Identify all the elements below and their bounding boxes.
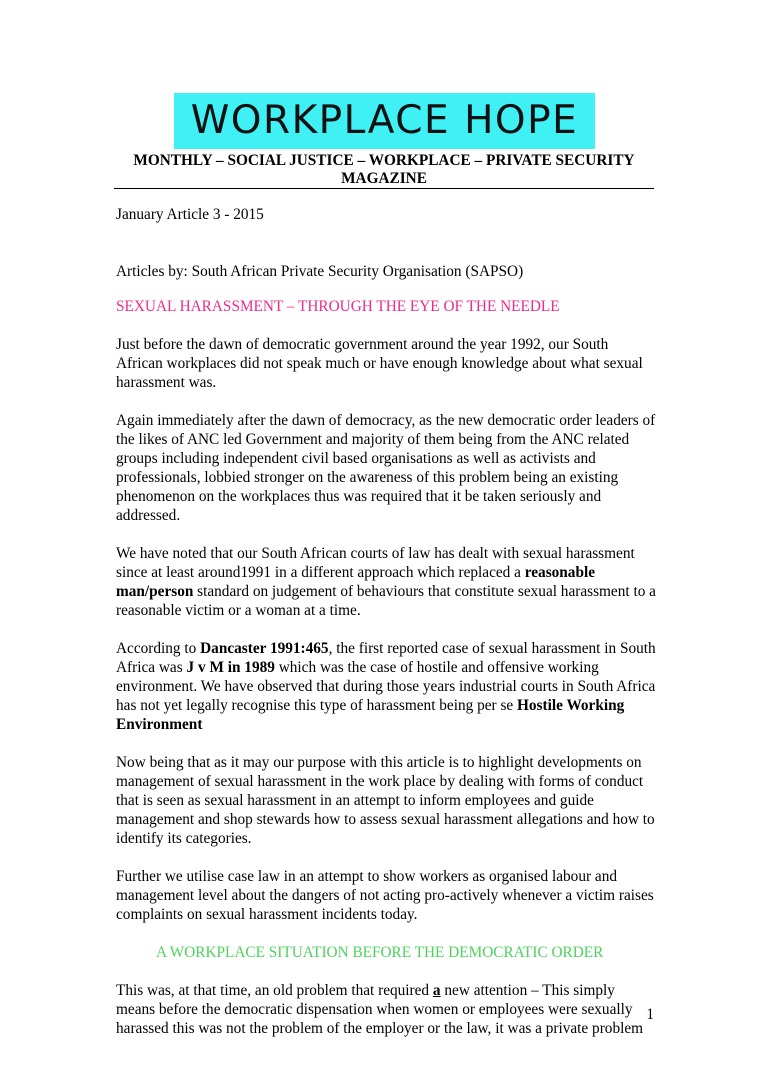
header-divider bbox=[114, 188, 654, 189]
paragraph-6: Further we utilise case law in an attempt to show workers as organised labour and management level about the dangers of not acting pro-actively whenever a victim raises complaints on sexual harassment incidents today. bbox=[116, 868, 654, 923]
emphasis-hostile-environment: Hostile Working Environment bbox=[116, 697, 625, 733]
paragraph-1: Just before the dawn of democratic government around the year 1992, our South African workplaces did not speak much or have enough knowledge about what sexual harassment was. bbox=[116, 336, 643, 391]
section-heading: A WORKPLACE SITUATION BEFORE THE DEMOCRATIC ORDER bbox=[156, 944, 604, 961]
paragraph-3: We have noted that our South African courts of law has dealt with sexual harassment since at least around1991 in a different approach which replaced a reasonable man/person standard on judgement of behaviours that constitute sexual harassment to a reasonable victim or a woman at a time. bbox=[116, 545, 656, 619]
date-line: January Article 3 - 2015 bbox=[116, 206, 264, 223]
masthead-title: WORKPLACE HOPE bbox=[190, 98, 579, 143]
paragraph-7: This was, at that time, an old problem that required a new attention – This simply means before the democratic dispensation when women or employees were sexually harassed this was not the problem of the employer or the law, it was a private problem bbox=[116, 982, 644, 1037]
citation-dancaster: Dancaster 1991:465 bbox=[200, 640, 329, 657]
paragraph-2: Again immediately after the dawn of democracy, as the new democratic order leaders of the likes of ANC led Government and majority of them being from the ANC related groups including independent civil based organisations as well as activists and professionals, lobbied stronger on the awareness of this problem being an existing phenomenon on the workplaces thus was required that it be taken seriously and addressed. bbox=[116, 412, 656, 524]
emphasis-reasonable-man: reasonable man/person bbox=[116, 564, 596, 600]
masthead-banner bbox=[174, 93, 595, 149]
emphasis-a: a bbox=[432, 982, 441, 999]
page-number: 1 bbox=[646, 1006, 654, 1023]
masthead-subtitle: MONTHLY – SOCIAL JUSTICE – WORKPLACE – PRIVATE SECURITY MAGAZINE bbox=[133, 152, 635, 187]
article-title: SEXUAL HARASSMENT – THROUGH THE EYE OF THE NEEDLE bbox=[116, 298, 560, 315]
paragraph-5: Now being that as it may our purpose with this article is to highlight developments on management of sexual harassment in the work place by dealing with forms of conduct that is seen as sexual harassment in an attempt to inform employees and guide management and shop stewards how to assess sexual harassment allegations and how to identify its categories. bbox=[116, 754, 655, 847]
case-j-v-m: J v M in 1989 bbox=[186, 659, 275, 676]
article-body bbox=[116, 205, 656, 1038]
paragraph-4: According to Dancaster 1991:465, the first reported case of sexual harassment in South Africa was J v M in 1989 which was the case of hostile and offensive working environment. We have observed that during those years industrial courts in South Africa has not yet legally recognise this type of harassment being per se Hostile Working Environment bbox=[116, 640, 656, 733]
byline: Articles by: South African Private Security Organisation (SAPSO) bbox=[116, 263, 524, 280]
